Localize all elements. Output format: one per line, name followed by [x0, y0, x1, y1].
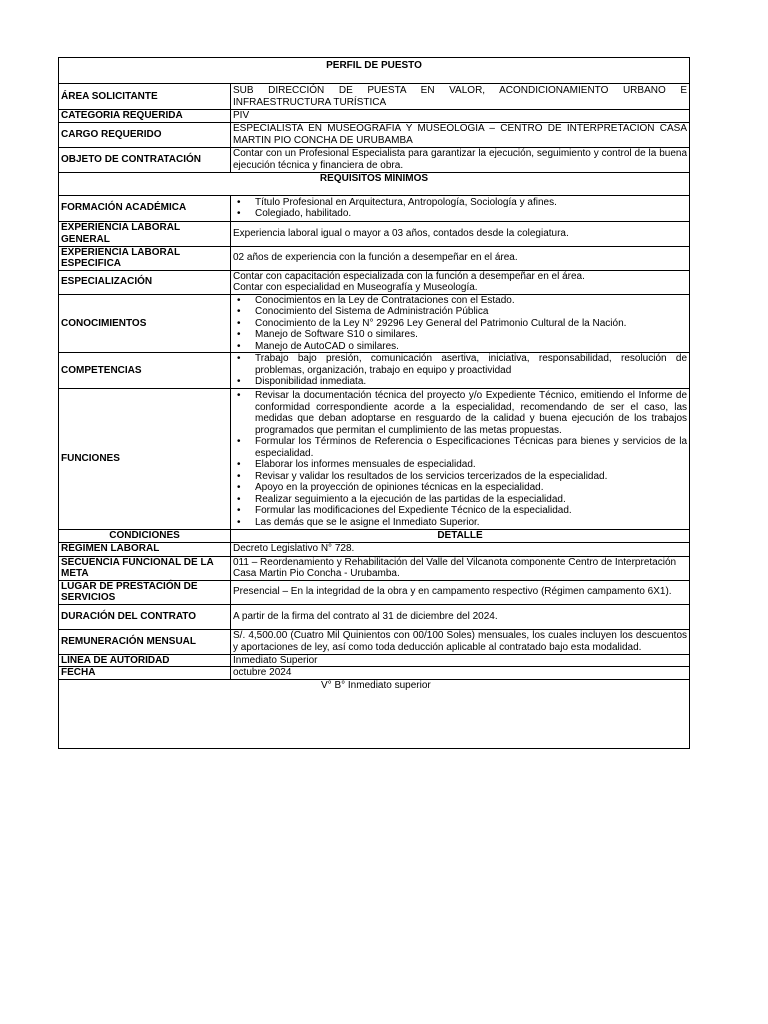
especializacion-line-2: Contar con especialidad en Museografía y Museología. [233, 282, 478, 293]
objeto-row [59, 147, 690, 172]
exp-especifica-row [59, 246, 690, 270]
signature-label: V° B° Inmediato superior [59, 679, 690, 748]
area-value: SUB DIRECCIÓN DE PUESTA EN VALOR, ACONDICIONAMIENTO URBANO E INFRAESTRUCTURA TURÍSTICA [231, 84, 690, 110]
fecha-row [59, 667, 690, 680]
detalle-header: DETALLE [231, 530, 690, 543]
exp-general-row [59, 221, 690, 246]
duracion-label: DURACIÓN DEL CONTRATO [59, 604, 231, 629]
especializacion-line-1: Contar con capacitación especializada con la función a desempeñar en el área. [233, 270, 585, 282]
cargo-row [59, 122, 690, 147]
cargo-label: CARGO REQUERIDO [59, 122, 231, 147]
list-item: • Trabajo bajo presión, comunicación asertiva, iniciativa, responsabilidad, resolución de problemas, organización, trabajo en equipo y proactividad [255, 353, 687, 376]
lugar-label: LUGAR DE PRESTACIÓN DE SERVICIOS [59, 580, 231, 604]
competencias-label: COMPETENCIAS [59, 353, 231, 389]
regimen-row [59, 542, 690, 556]
competencias-list [233, 353, 687, 388]
competencias-row [59, 353, 690, 389]
exp-especifica-label: EXPERIENCIA LABORAL ESPECIFICA [59, 246, 231, 270]
condiciones-header-row [59, 530, 690, 543]
cargo-value: ESPECIALISTA EN MUSEOGRAFIA Y MUSEOLOGIA – CENTRO DE INTERPRETACION CASA MARTIN PIO CONCHA DE URUBAMBA [231, 122, 690, 147]
list-item: • Revisar la documentación técnica del proyecto y/o Expediente Técnico, emitiendo el Informe de conformidad correspondiente acorde a la especialidad, recomendando de ser el caso, las medidas que deban adoptarse en resguardo de la calidad y buena ejecución de los trabajos programados que permitan el cumplimiento de las metas propuestas. [255, 390, 687, 436]
exp-general-value: Experiencia laboral igual o mayor a 03 años, contados desde la colegiatura. [231, 221, 690, 246]
list-item: • Apoyo en la proyección de opiniones técnicas en la especialidad. [255, 482, 687, 494]
especializacion-label: ESPECIALIZACIÓN [59, 270, 231, 294]
secuencia-row [59, 556, 690, 580]
list-item: • Conocimiento de la Ley N° 29296 Ley General del Patrimonio Cultural de la Nación. [255, 318, 687, 330]
list-item: • Revisar y validar los resultados de los servicios tercerizados de la especialidad. [255, 471, 687, 483]
requisitos-header: REQUISITOS MÍNIMOS [59, 172, 690, 195]
categoria-value: PIV [231, 110, 690, 123]
regimen-label: RÉGIMEN LABORAL [59, 542, 231, 556]
conocimientos-row [59, 294, 690, 353]
linea-row [59, 654, 690, 667]
list-item: • Colegiado, habilitado. [255, 208, 687, 220]
conocimientos-value [231, 294, 690, 353]
condiciones-header: CONDICIONES [59, 530, 231, 543]
formacion-value [231, 195, 690, 221]
duracion-row [59, 604, 690, 629]
duracion-value: A partir de la firma del contrato al 31 de diciembre del 2024. [231, 604, 690, 629]
linea-value: Inmediato Superior [231, 654, 690, 667]
list-item: • Disponibilidad inmediata. [255, 376, 687, 388]
categoria-label: CATEGORIA REQUERIDA [59, 110, 231, 123]
funciones-value [231, 389, 690, 530]
list-item: • Formular las modificaciones del Expediente Técnico de la especialidad. [255, 505, 687, 517]
formacion-row [59, 195, 690, 221]
list-item: • Título Profesional en Arquitectura, Antropología, Sociología y afines. [255, 197, 687, 209]
remuneracion-row [59, 629, 690, 654]
categoria-row [59, 110, 690, 123]
list-item: • Las demás que se le asigne el Inmediato Superior. [255, 517, 687, 529]
conocimientos-label: CONOCIMIENTOS [59, 294, 231, 353]
funciones-list [233, 390, 687, 528]
objeto-label: OBJETO DE CONTRATACIÓN [59, 147, 231, 172]
area-label: ÁREA SOLICITANTE [59, 84, 231, 110]
document-title: PERFIL DE PUESTO [59, 58, 690, 84]
linea-label: LÍNEA DE AUTORIDAD [59, 654, 231, 667]
funciones-row [59, 389, 690, 530]
conocimientos-list [233, 295, 687, 353]
especializacion-value [231, 270, 690, 294]
list-item: • Elaborar los informes mensuales de especialidad. [255, 459, 687, 471]
competencias-value [231, 353, 690, 389]
remuneracion-label: REMUNERACIÓN MENSUAL [59, 629, 231, 654]
secuencia-label: SECUENCIA FUNCIONAL DE LA META [59, 556, 231, 580]
funciones-label: FUNCIONES [59, 389, 231, 530]
objeto-value: Contar con un Profesional Especialista para garantizar la ejecución, seguimiento y control de la buena ejecución técnica y financiera de obra. [231, 147, 690, 172]
list-item: • Formular los Términos de Referencia o Especificaciones Técnicas para bienes y servicios de la especialidad. [255, 436, 687, 459]
area-row [59, 84, 690, 110]
requisitos-header-row [59, 172, 690, 195]
regimen-value: Decreto Legislativo N° 728. [231, 542, 690, 556]
fecha-value: octubre 2024 [231, 667, 690, 680]
list-item: • Conocimiento del Sistema de Administración Pública [255, 306, 687, 318]
list-item: • Conocimientos en la Ley de Contrataciones con el Estado. [255, 295, 687, 307]
exp-general-label: EXPERIENCIA LABORAL GENERAL [59, 221, 231, 246]
lugar-value: Presencial – En la integridad de la obra y en campamento respectivo (Régimen campamento 6X1). [231, 580, 690, 604]
lugar-row [59, 580, 690, 604]
remuneracion-value: S/. 4,500.00 (Cuatro Mil Quinientos con 00/100 Soles) mensuales, los cuales incluyen los descuentos y aportaciones de ley, así como toda deducción aplicable al contratado bajo esta modalidad. [231, 629, 690, 654]
title-row [59, 58, 690, 84]
exp-especifica-value: 02 años de experiencia con la función a desempeñar en el área. [231, 246, 690, 270]
list-item: • Manejo de AutoCAD o similares. [255, 341, 687, 353]
fecha-label: FECHA [59, 667, 231, 680]
formacion-label: FORMACIÓN ACADÉMICA [59, 195, 231, 221]
signature-row [59, 679, 690, 748]
job-profile-document [58, 57, 689, 749]
especializacion-row [59, 270, 690, 294]
list-item: • Realizar seguimiento a la ejecución de las partidas de la especialidad. [255, 494, 687, 506]
formacion-list [233, 197, 687, 220]
job-profile-table [58, 57, 690, 749]
list-item: • Manejo de Software S10 o similares. [255, 329, 687, 341]
secuencia-value: 011 – Reordenamiento y Rehabilitación del Valle del Vilcanota componente Centro de Interpretación Casa Martin Pio Concha - Urubamba. [231, 556, 690, 580]
